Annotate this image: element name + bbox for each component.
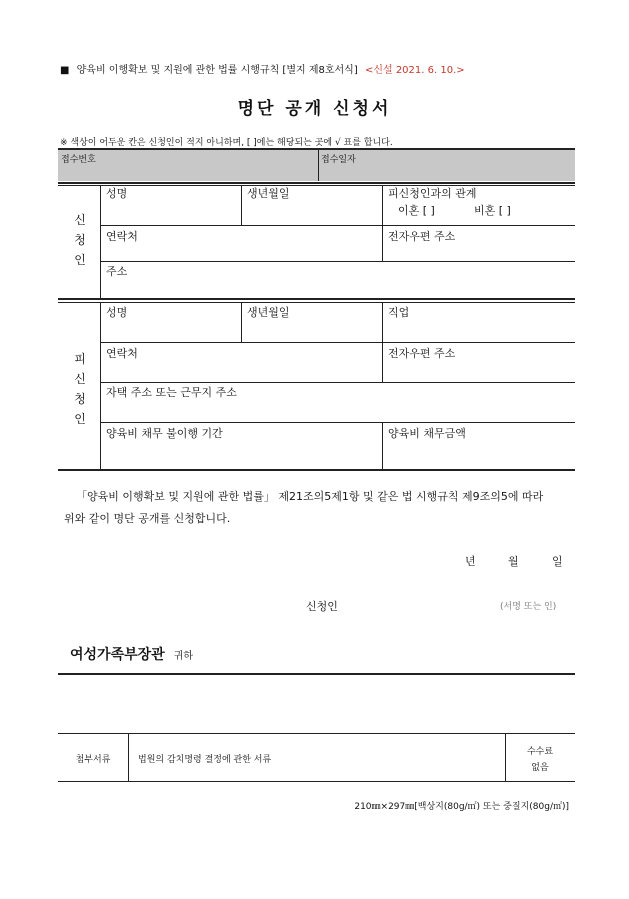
respondent-name-label: 성명 (106, 306, 128, 319)
respondent-contact-label: 연락처 (106, 347, 138, 360)
applicant-email-field[interactable] (388, 242, 568, 258)
addressee-suffix: 귀하 (173, 651, 194, 662)
respondent-birth-field[interactable] (247, 319, 377, 339)
applicant-relation-label: 피신청인과의 관계 (388, 187, 477, 200)
paper-spec: 210㎜×297㎜[백상지(80g/㎡) 또는 중질지(80g/㎡)] (354, 802, 569, 812)
section-char: 신 (74, 372, 86, 386)
page-title: 명단 공개 신청서 (237, 99, 392, 119)
addressee-name: 여성가족부장관 (70, 647, 165, 663)
respondent-address-field[interactable] (106, 400, 566, 418)
applicant-birth-field[interactable] (247, 200, 377, 222)
form-reference (60, 61, 465, 76)
section-char: 청 (74, 392, 86, 406)
date-day-label: 일 (552, 555, 563, 568)
section-char: 청 (74, 233, 86, 247)
unmarried-checkbox[interactable]: 비혼 [ ] (474, 204, 511, 217)
applicant-section-label (74, 210, 86, 270)
applicant-name-field[interactable] (106, 200, 236, 222)
attachment-label: 첨부서류 (75, 755, 111, 765)
date-month-label: 월 (508, 555, 519, 568)
respondent-birth-label: 생년월일 (247, 306, 290, 319)
divorced-checkbox[interactable]: 이혼 [ ] (398, 204, 435, 217)
signature-hint: (서명 또는 인) (500, 602, 557, 612)
reception-date-field[interactable] (321, 164, 571, 178)
respondent-period-field[interactable] (106, 440, 376, 464)
reception-number-label: 접수번호 (61, 155, 96, 165)
section-char: 신 (74, 213, 86, 227)
applicant-name-label: 성명 (106, 187, 128, 200)
applicant-contact-field[interactable] (106, 242, 376, 258)
attachment-content: 법원의 감치명령 결정에 관한 서류 (138, 755, 272, 765)
applicant-address-label: 주소 (106, 265, 128, 278)
respondent-job-field[interactable] (388, 319, 568, 339)
reception-number-field[interactable] (61, 164, 311, 178)
section-char: 피 (74, 352, 86, 366)
addressee (70, 644, 193, 664)
respondent-email-label: 전자우편 주소 (388, 347, 456, 360)
applicant-address-field[interactable] (106, 277, 566, 295)
fee-value: 없음 (531, 763, 549, 773)
new-tag: <신설 2021. 6. 10.> (364, 65, 465, 76)
statement-line-1: 「양육비 이행확보 및 지원에 관한 법률」 제21조의5제1항 및 같은 법 시행규칙 제9조의5에 따라 (76, 490, 544, 503)
respondent-section-label (74, 349, 86, 429)
form-notice: ※ 색상이 어두운 칸은 신청인이 적지 아니하며, [ ]에는 해당되는 곳에 √ 표를 합니다. (60, 138, 393, 148)
section-char: 인 (74, 412, 86, 426)
applicant-contact-label: 연락처 (106, 230, 138, 243)
date-year-label: 년 (465, 555, 476, 568)
signature-label: 신청인 (306, 600, 338, 613)
applicant-birth-label: 생년월일 (247, 187, 290, 200)
signature-field[interactable] (350, 594, 490, 612)
respondent-name-field[interactable] (106, 319, 236, 339)
respondent-amount-field[interactable] (388, 440, 568, 464)
respondent-job-label: 직업 (388, 306, 410, 319)
section-char: 인 (74, 253, 86, 267)
bullet-icon: ■ (60, 65, 70, 76)
statement-line-2: 위와 같이 명단 공개를 신청합니다. (64, 512, 231, 525)
law-reference: 양육비 이행확보 및 지원에 관한 법률 시행규칙 [별지 제8호서식] (76, 65, 358, 76)
applicant-email-label: 전자우편 주소 (388, 230, 456, 243)
fee-label: 수수료 (526, 747, 554, 757)
respondent-address-label: 자택 주소 또는 근무지 주소 (106, 386, 237, 399)
respondent-period-label: 양육비 채무 불이행 기간 (106, 427, 223, 440)
respondent-amount-label: 양육비 채무금액 (388, 427, 466, 440)
reception-date-label: 접수일자 (321, 155, 356, 165)
respondent-contact-field[interactable] (106, 360, 376, 378)
respondent-email-field[interactable] (388, 360, 568, 378)
